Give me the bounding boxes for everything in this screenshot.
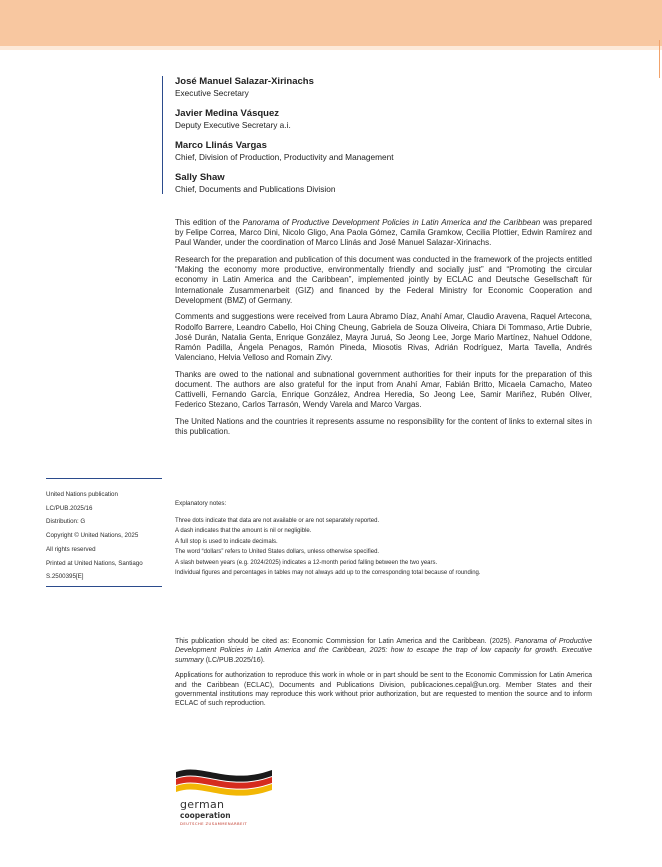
publication-info-box xyxy=(46,478,162,587)
copyright-line: Copyright © United Nations, 2025 xyxy=(46,532,139,540)
edition-paragraph: This edition of the Panorama of Productive Development Policies in Latin America and the Caribbean was prepared by Felipe Correa, Marco Dini, Nicolo Gligo, Ana Paola Gómez, Camila Gramkow, Cecilia Plottier, Edwin Ramírez and Paul Wander, under the coordination of Marco Llinás and José Manuel Salazar-Xirinachs. xyxy=(175,218,593,248)
explanatory-notes xyxy=(175,500,595,578)
notes-heading: Explanatory notes: xyxy=(175,500,227,507)
official-title: Chief, Division of Production, Productivity and Management xyxy=(175,152,394,162)
note-item: A slash between years (e.g. 2024/2025) indicates a 12-month period falling between the two years. xyxy=(175,559,438,566)
official-name: Javier Medina Vásquez xyxy=(175,108,280,119)
header-band xyxy=(0,0,662,46)
official-name: Sally Shaw xyxy=(175,172,225,183)
official-name: José Manuel Salazar-Xirinachs xyxy=(175,76,314,87)
official-title: Deputy Executive Secretary a.i. xyxy=(175,120,291,130)
german-cooperation-logo xyxy=(172,764,280,828)
citation-paragraph: This publication should be cited as: Economic Commission for Latin America and the Caribbean. (2025). Panorama of Productive Development Policies in Latin America and the Caribbean, 2025: how to escape the trap of low capacity for growth. Executive summary (LC/PUB.2025/16). xyxy=(175,638,592,664)
applications-paragraph: Applications for authorization to reproduce this work in whole or in part should be sent to the Economic Commission for Latin America and the Caribbean (ECLAC), Documents and Publications Division, publicaciones.cepal@un.org. Member States and their governmental institutions may reproduce this work without prior authorization, but are requested to mention the source and to inform ECLAC of such reproduction. xyxy=(175,672,592,708)
disclaimer-paragraph: The United Nations and the countries it represents assume no responsibility for the content of links to external sites in this publication. xyxy=(175,417,592,437)
note-item: The word “dollars” refers to United States dollars, unless otherwise specified. xyxy=(175,549,380,556)
citation-block xyxy=(175,637,592,715)
comments-paragraph: Comments and suggestions were received from Laura Abramo Díaz, Anahí Amar, Claudio Aravena, Raquel Artecona, Rodolfo Barrere, Leandro Cabello, Hoi Ching Cheung, Gabriela de Souza Oliveira, Chiara Di Tommaso, Artie Dubrie, José Durán, Natalia Genta, Enrique González, Mayra Juruá, So Jeong Lee, Jorge Mario Martínez, Nahuel Oddone, Ramón Padilla, Ángela Penagos, Ramón Pineda, Miosotis Rivas, Adrián Rodríguez, Marta Tavella, Andrés Valenciano, Helvia Velloso and Romain Zivy. xyxy=(175,312,592,363)
credits-text xyxy=(175,218,592,444)
report-title: Panorama of Productive Development Policies in Latin America and the Caribbean xyxy=(242,218,541,227)
official-entry xyxy=(175,172,462,195)
research-paragraph: Research for the preparation and publication of this document was conducted in the framework of the projects entitled “Making the economy more productive, environmentally friendly and socially just” and “Promoting the circular economy in Latin America and the Caribbean”, implemented jointly by ECLAC and Deutsche Gesellschaft für Internationale Zusammenarbeit (GIZ) and financed by the Federal Ministry for Economic Cooperation and Development (BMZ) of Germany. xyxy=(175,255,592,305)
official-entry xyxy=(175,140,462,163)
note-item: Three dots indicate that data are not available or are not separately reported. xyxy=(175,518,380,524)
official-title: Chief, Documents and Publications Division xyxy=(175,184,336,194)
officials-block xyxy=(162,76,462,194)
note-item: A dash indicates that the amount is nil or negligible. xyxy=(175,528,312,535)
thanks-paragraph: Thanks are owed to the national and subnational government authorities for their inputs for the preparation of this document. The authors are also grateful for the input from Anahí Amar, Fabián Britto, Micaela Camacho, Mateo Cattivelli, Fernando García, Enrique González, Andrea Heredia, So Jeong Lee, Samir Mariñez, Rubén Oliver, Federico Stezano, Carlos Tarrasón, Wendy Varela and Marco Vargas. xyxy=(175,369,592,410)
note-item: Individual figures and percentages in tables may not always add up to the corresponding total because of rounding. xyxy=(175,570,481,577)
distribution-line: Distribution: G xyxy=(46,518,86,526)
logo-word-german: german xyxy=(180,798,225,811)
logo-word-zusammenarbeit: DEUTSCHE ZUSAMMENARBEIT xyxy=(180,821,248,826)
publication-line: United Nations publication xyxy=(46,491,118,498)
symbol-line: LC/PUB.2025/16 xyxy=(46,504,93,512)
official-entry xyxy=(175,108,462,131)
official-name: Marco Llinás Vargas xyxy=(175,140,267,151)
header-band-edge xyxy=(0,46,662,50)
citation-title: Panorama of Productive Development Policies in Latin America and the Caribbean, 2025: how to escape the trap of low capacity for growth. Executive summary xyxy=(175,638,592,664)
printed-line: Printed at United Nations, Santiago xyxy=(46,559,143,567)
sales-number-line: S.2500395[E] xyxy=(46,573,84,581)
official-title: Executive Secretary xyxy=(175,88,249,98)
official-entry xyxy=(175,76,462,99)
flag-ribbon-icon xyxy=(172,764,280,800)
logo-word-cooperation: cooperation xyxy=(180,811,231,820)
note-item: A full stop is used to indicate decimals. xyxy=(175,538,278,545)
page-edge-mark xyxy=(659,40,660,78)
rights-line: All rights reserved xyxy=(46,545,96,553)
